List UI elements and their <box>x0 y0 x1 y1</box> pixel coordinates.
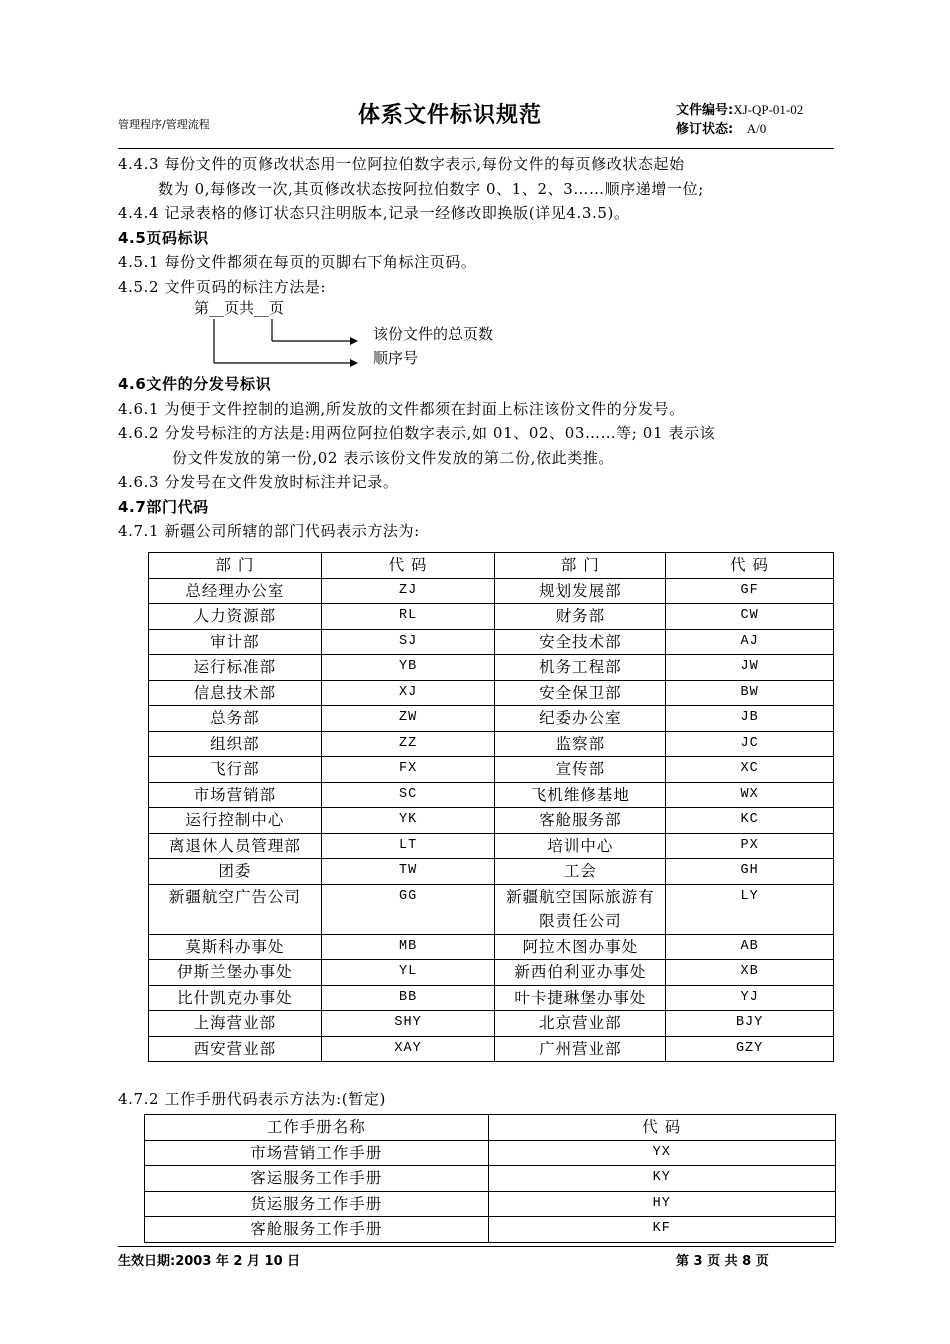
department-name-cell: 比什凯克办事处 <box>149 985 322 1011</box>
department-name-cell: 运行控制中心 <box>149 808 322 834</box>
department-code-cell: CW <box>666 604 834 630</box>
department-code-cell: GH <box>666 859 834 885</box>
department-code-cell: JW <box>666 655 834 681</box>
header-section-label: 管理程序/管理流程 <box>118 118 210 131</box>
table-row <box>149 782 834 808</box>
clause-4-4-3-cont: 数为 0,每修改一次,其页修改状态按阿拉伯数字 0、1、2、3……顺序递增一位; <box>158 179 704 198</box>
table-row <box>149 680 834 706</box>
department-name-cell: 团委 <box>149 859 322 885</box>
department-name-cell: 安全技术部 <box>495 629 666 655</box>
table-row <box>149 859 834 885</box>
department-code-cell: YB <box>321 655 495 681</box>
department-name-cell: 客舱服务部 <box>495 808 666 834</box>
section-heading-4-5: 4.5页码标识 <box>118 228 209 247</box>
table-row <box>145 1166 836 1192</box>
department-code-cell: PX <box>666 833 834 859</box>
department-code-cell: GG <box>321 884 495 934</box>
department-code-cell: BJY <box>666 1011 834 1037</box>
clause-4-6-1: 4.6.1 为便于文件控制的追溯,所发放的文件都须在封面上标注该份文件的分发号。 <box>118 399 685 418</box>
department-code-cell: TW <box>321 859 495 885</box>
clause-4-4-4: 4.4.4 记录表格的修订状态只注明版本,记录一经修改即换版(详见4.3.5)。 <box>118 204 630 222</box>
manual-code-cell: KF <box>488 1217 836 1243</box>
table-row <box>145 1191 836 1217</box>
department-code-cell: SHY <box>321 1011 495 1037</box>
department-code-cell: LT <box>321 833 495 859</box>
department-name-cell: 北京营业部 <box>495 1011 666 1037</box>
department-code-cell: XAY <box>321 1036 495 1062</box>
department-code-cell: RL <box>321 604 495 630</box>
table-row <box>145 1140 836 1166</box>
table-row <box>149 808 834 834</box>
department-name-cell: 监察部 <box>495 731 666 757</box>
department-name-cell: 人力资源部 <box>149 604 322 630</box>
manual-name-cell: 客运服务工作手册 <box>145 1166 489 1192</box>
department-name-cell: 西安营业部 <box>149 1036 322 1062</box>
department-name-cell: 伊斯兰堡办事处 <box>149 960 322 986</box>
department-code-cell: FX <box>321 757 495 783</box>
table-row <box>149 706 834 732</box>
table-row <box>149 757 834 783</box>
department-name-cell: 总务部 <box>149 706 322 732</box>
department-name-cell: 组织部 <box>149 731 322 757</box>
manual-code-table <box>144 1114 836 1243</box>
department-code-cell: YJ <box>666 985 834 1011</box>
department-code-cell: YK <box>321 808 495 834</box>
clause-4-4-3: 4.4.3 每份文件的页修改状态用一位阿拉伯数字表示,每份文件的每页修改状态起始 <box>118 155 685 173</box>
document-body <box>118 152 838 544</box>
total-pages-label: 该份文件的总页数 <box>373 325 494 343</box>
table-row <box>149 578 834 604</box>
header-rule <box>118 148 834 149</box>
clause-4-7-2: 4.7.2 工作手册代码表示方法为:(暂定) <box>118 1090 386 1108</box>
table-row <box>149 833 834 859</box>
department-name-cell: 莫斯科办事处 <box>149 934 322 960</box>
department-code-cell: JC <box>666 731 834 757</box>
page-indicator: 第 3 页 共 8 页 <box>676 1254 769 1269</box>
footer-rule <box>118 1246 834 1247</box>
table-row <box>149 629 834 655</box>
department-name-cell: 工会 <box>495 859 666 885</box>
table-header-row <box>149 553 834 579</box>
table-row <box>145 1217 836 1243</box>
department-code-cell: AB <box>666 934 834 960</box>
department-code-cell: GZY <box>666 1036 834 1062</box>
effective-date: 生效日期:2003 年 2 月 10 日 <box>118 1254 301 1269</box>
manual-code-cell: YX <box>488 1140 836 1166</box>
table-row <box>149 1011 834 1037</box>
department-name-cell: 审计部 <box>149 629 322 655</box>
table-row <box>149 604 834 630</box>
department-code-cell: WX <box>666 782 834 808</box>
department-name-cell: 运行标准部 <box>149 655 322 681</box>
department-code-cell: ZZ <box>321 731 495 757</box>
department-name-cell: 上海营业部 <box>149 1011 322 1037</box>
table-row <box>149 934 834 960</box>
manual-name-cell: 客舱服务工作手册 <box>145 1217 489 1243</box>
department-name-cell: 广州营业部 <box>495 1036 666 1062</box>
department-code-table <box>148 552 834 1062</box>
department-name-cell: 飞行部 <box>149 757 322 783</box>
department-code-cell: XC <box>666 757 834 783</box>
section-heading-4-6: 4.6文件的分发号标识 <box>118 375 272 393</box>
header-cell: 部 门 <box>149 553 322 579</box>
header-cell: 代 码 <box>488 1115 836 1141</box>
clause-4-5-2: 4.5.2 文件页码的标注方法是: <box>118 277 327 296</box>
header-cell: 代 码 <box>666 553 834 579</box>
clause-4-5-1: 4.5.1 每份文件都须在每页的页脚右下角标注页码。 <box>118 253 477 271</box>
department-code-cell: JB <box>666 706 834 732</box>
department-code-cell: BB <box>321 985 495 1011</box>
table-row <box>149 884 834 934</box>
department-name-cell: 阿拉木图办事处 <box>495 934 666 960</box>
clause-4-6-2: 4.6.2 分发号标注的方法是:用两位阿拉伯数字表示,如 01、02、03……等; 01 表示该 <box>118 424 716 442</box>
department-name-cell: 新疆航空广告公司 <box>149 884 322 934</box>
department-name-cell: 宣传部 <box>495 757 666 783</box>
department-name-cell: 财务部 <box>495 604 666 630</box>
doc-number-label: 文件编号: <box>676 103 734 118</box>
department-code-cell: YL <box>321 960 495 986</box>
table-row <box>149 1036 834 1062</box>
department-name-cell: 机务工程部 <box>495 655 666 681</box>
department-name-cell: 飞机维修基地 <box>495 782 666 808</box>
department-code-cell: MB <box>321 934 495 960</box>
department-name-cell: 新疆航空国际旅游有限责任公司 <box>495 884 666 934</box>
department-name-cell: 叶卡捷琳堡办事处 <box>495 985 666 1011</box>
department-name-cell: 安全保卫部 <box>495 680 666 706</box>
department-code-cell: XJ <box>321 680 495 706</box>
department-code-cell: SJ <box>321 629 495 655</box>
manual-name-cell: 货运服务工作手册 <box>145 1191 489 1217</box>
department-name-cell: 离退休人员管理部 <box>149 833 322 859</box>
department-name-cell: 规划发展部 <box>495 578 666 604</box>
department-name-cell: 纪委办公室 <box>495 706 666 732</box>
table-row <box>149 985 834 1011</box>
department-name-cell: 培训中心 <box>495 833 666 859</box>
document-meta <box>676 101 803 139</box>
department-name-cell: 新西伯利亚办事处 <box>495 960 666 986</box>
department-name-cell: 信息技术部 <box>149 680 322 706</box>
department-code-cell: GF <box>666 578 834 604</box>
department-code-cell: XB <box>666 960 834 986</box>
clause-4-6-2-cont: 份文件发放的第一份,02 表示该份文件发放的第二份,依此类推。 <box>172 448 614 467</box>
header-cell: 工作手册名称 <box>145 1115 489 1141</box>
department-code-cell: ZW <box>321 706 495 732</box>
clause-4-7-1: 4.7.1 新疆公司所辖的部门代码表示方法为: <box>118 522 420 540</box>
department-code-cell: KC <box>666 808 834 834</box>
revision-value: A/0 <box>746 121 767 136</box>
department-code-cell: LY <box>666 884 834 934</box>
department-code-cell: BW <box>666 680 834 706</box>
table-header-row <box>145 1115 836 1141</box>
doc-number: XJ-QP-01-02 <box>733 102 804 117</box>
page-number-diagram <box>118 299 838 372</box>
manual-name-cell: 市场营销工作手册 <box>145 1140 489 1166</box>
manual-code-cell: KY <box>488 1166 836 1192</box>
revision-label: 修订状态: <box>676 122 734 137</box>
department-code-cell: AJ <box>666 629 834 655</box>
department-name-cell: 市场营销部 <box>149 782 322 808</box>
page-number-template: 第__页共__页 <box>194 299 285 317</box>
header-cell: 部 门 <box>495 553 666 579</box>
department-code-cell: ZJ <box>321 578 495 604</box>
department-code-cell: SC <box>321 782 495 808</box>
table-row <box>149 655 834 681</box>
clause-4-6-3: 4.6.3 分发号在文件发放时标注并记录。 <box>118 473 399 491</box>
header-cell: 代 码 <box>321 553 495 579</box>
sequence-number-label: 顺序号 <box>373 349 419 367</box>
table-row <box>149 731 834 757</box>
manual-code-cell: HY <box>488 1191 836 1217</box>
document-title: 体系文件标识规范 <box>358 103 543 128</box>
table-row <box>149 960 834 986</box>
department-name-cell: 总经理办公室 <box>149 578 322 604</box>
section-heading-4-7: 4.7部门代码 <box>118 497 209 516</box>
